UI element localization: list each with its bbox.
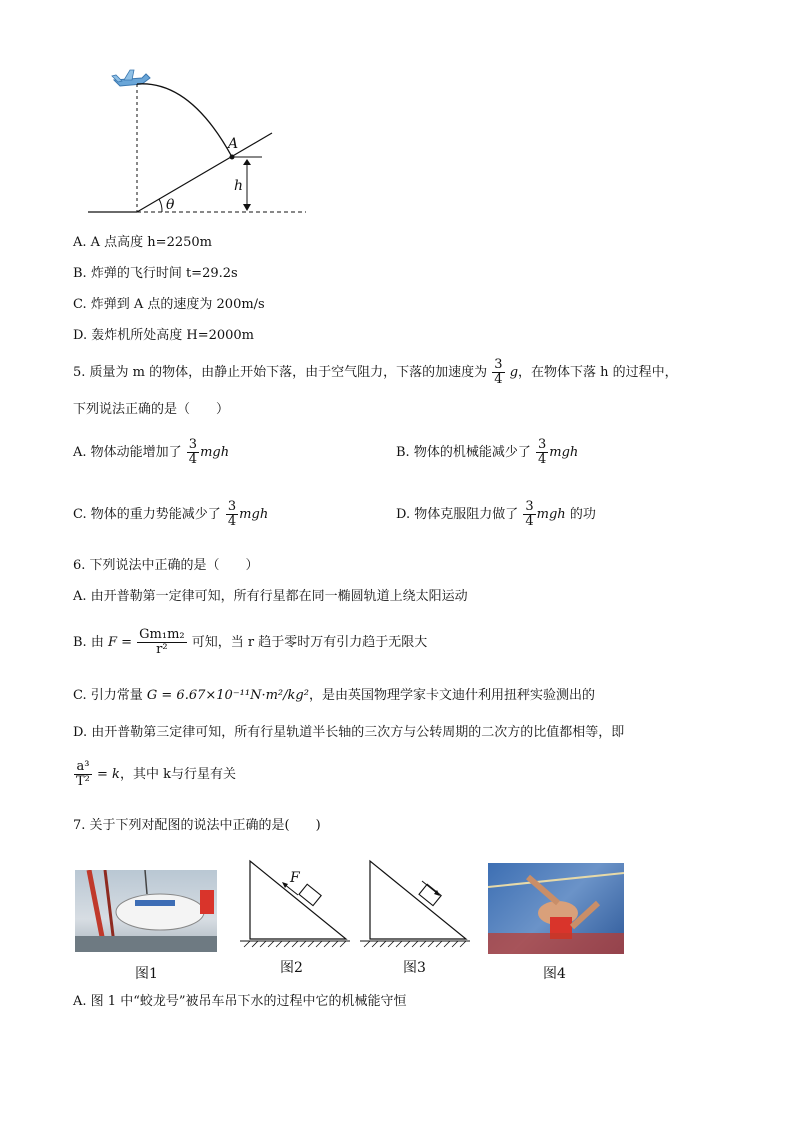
label-theta: θ (166, 197, 175, 213)
q5-option-d: D. 物体克服阻力做了 $\frac{3}{4}$ mgh 的功 (396, 499, 596, 529)
q7-option-a: A. 图 1 中“蛟龙号”被吊车吊下水的过程中它的机械能守恒 (73, 994, 407, 1009)
figure2-force-label: F (290, 870, 300, 886)
q5-stem-line2: 下列说法正确的是（ ） (73, 402, 230, 417)
figure1-photo (75, 870, 217, 952)
q4-option-d: D. 轰炸机所处高度 H=2000m (73, 328, 254, 343)
theta-arc (159, 199, 162, 212)
incline-line (137, 133, 272, 212)
q6-option-c: C. 引力常量 G = 6.67×10⁻¹¹N·m²/kg²，是由英国物理学家卡文迪什利用扭秤实验测出的 (73, 688, 595, 703)
figure2-caption: 图2 (280, 960, 303, 976)
label-a: A (228, 136, 239, 152)
q6-option-b: B. 由 F = $\frac{\text{Gm₁m₂}}{\text{r²}}$ 可知，当 r 趋于零时万有引力趋于无限大 (73, 627, 428, 657)
projectile-figure (80, 60, 320, 220)
q4-option-b: B. 炸弹的飞行时间 t=29.2s (73, 266, 238, 281)
trajectory-curve (137, 84, 232, 157)
figure4-photo (488, 863, 624, 954)
figure4-caption: 图4 (543, 966, 566, 982)
q6-option-d: D. 由开普勒第三定律可知，所有行星轨道半长轴的三次方与公转周期的二次方的比值都相等，即 (73, 725, 625, 740)
figure3-diagram (358, 857, 470, 949)
q5-option-c: C. 物体的重力势能减少了 $\frac{3}{4}$ mgh (73, 499, 269, 529)
q6-option-a: A. 由开普勒第一定律可知，所有行星都在同一椭圆轨道上绕太阳运动 (73, 589, 468, 604)
q4-option-c: C. 炸弹到 A 点的速度为 200m/s (73, 297, 265, 312)
q4-option-a: A. A 点高度 h=2250m (73, 235, 212, 250)
figure1-caption: 图1 (135, 966, 158, 982)
q5-option-a: A. 物体动能增加了 $\frac{3}{4}$ mgh (73, 437, 230, 467)
q5-option-b: B. 物体的机械能减少了 $\frac{3}{4}$ mgh (396, 437, 579, 467)
q6-option-d-cont: $\frac{\text{a³}}{\text{T²}}$ = k，其中 k与行星有关 (76, 759, 236, 789)
q7-stem: 7. 关于下列对配图的说法中正确的是( ) (73, 818, 321, 833)
label-h: h (234, 178, 244, 194)
q5-stem: 5. 质量为 m 的物体，由静止开始下落，由于空气阻力，下落的加速度为 $\frac{3}{4}$ g，在物体下落 h 的过程中， (73, 357, 678, 387)
q6-stem: 6. 下列说法中正确的是（ ） (73, 558, 259, 573)
figure3-caption: 图3 (403, 960, 426, 976)
